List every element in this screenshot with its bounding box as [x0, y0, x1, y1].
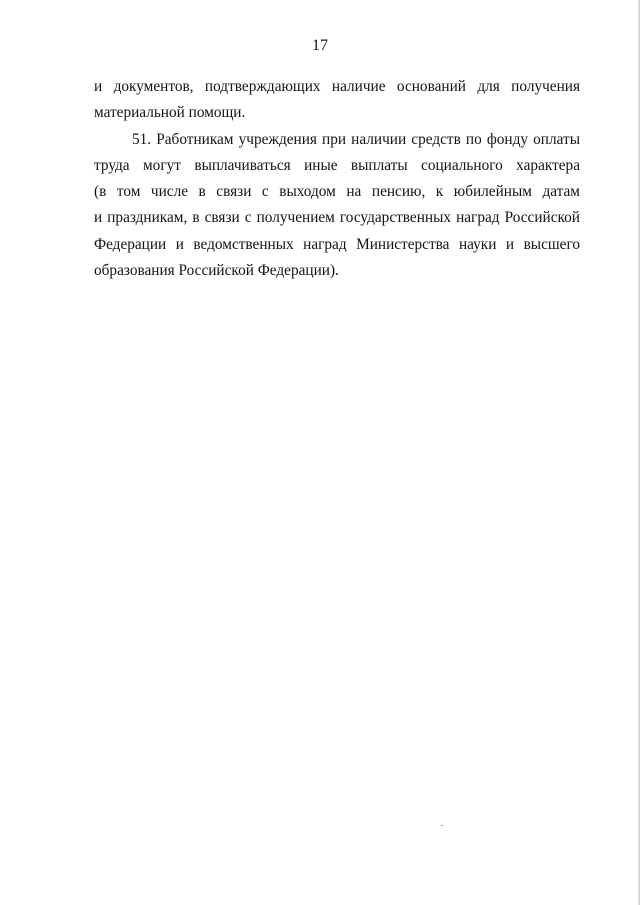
text-line: образования Российской Федерации). [94, 262, 339, 280]
text-line: (в том числе в связи с выходом на пенсию, к юбилейным датам [94, 183, 580, 201]
text-line: и праздникам, в связи с получением государственных наград Российской [94, 209, 580, 227]
document-body [94, 74, 580, 284]
text-line: и документов, подтверждающих наличие оснований для получения [94, 78, 580, 95]
text-line: материальной помощи. [94, 104, 246, 122]
scan-speck [441, 825, 443, 826]
paragraph-51-first-line: 51. Работникам учреждения при наличии средств по фонду оплаты [132, 130, 580, 148]
text-line: Федерации и ведомственных наград Министерства науки и высшего [94, 235, 580, 253]
text-line: труда могут выплачиваться иные выплаты социального характера [94, 156, 580, 174]
page-number: 17 [312, 37, 328, 54]
